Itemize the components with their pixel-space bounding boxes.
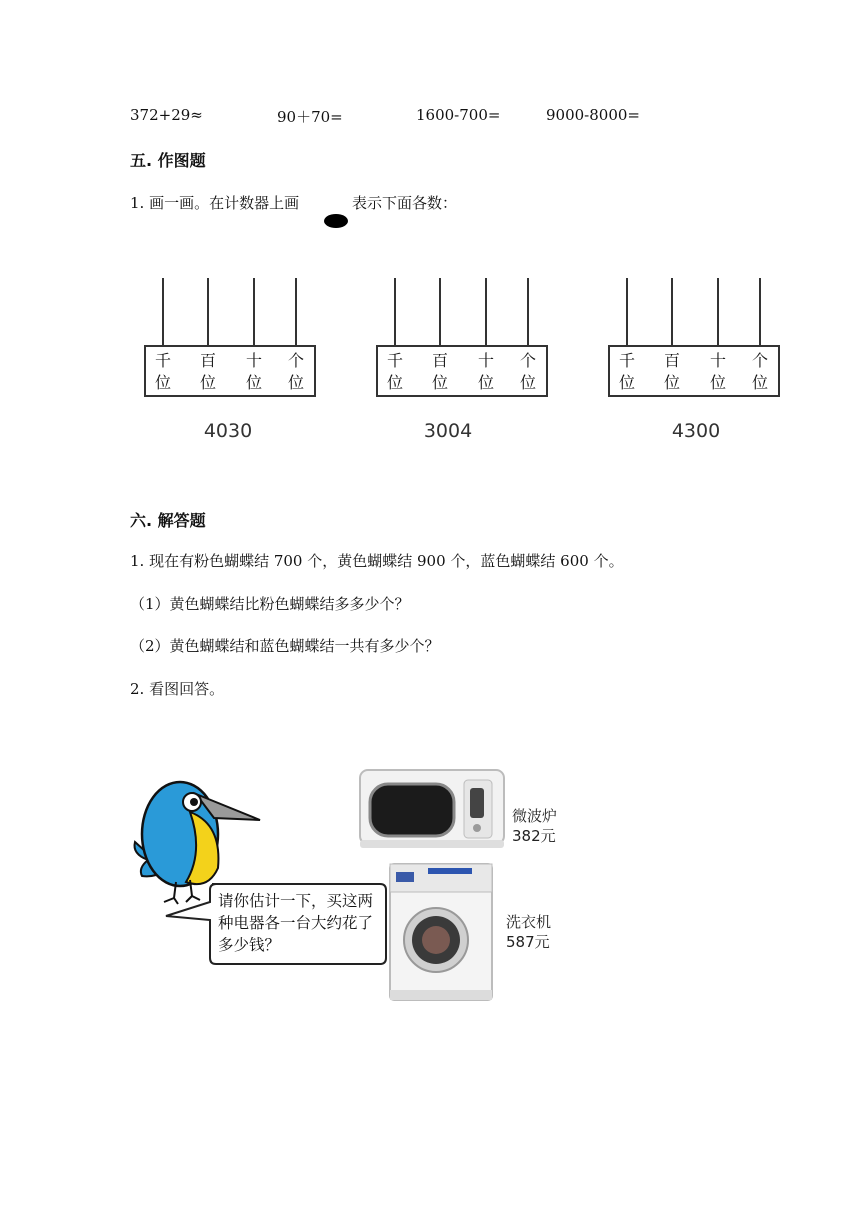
rod-ones xyxy=(295,278,297,345)
calc-item-4: 9000-8000= xyxy=(546,106,640,124)
abacus-counter-2[interactable] xyxy=(376,278,548,442)
question-draw-suffix: 表示下面各数： xyxy=(352,194,458,212)
calc-item-2: 90＋70= xyxy=(277,108,343,126)
rod-tens xyxy=(717,278,719,345)
rod-thousands xyxy=(394,278,396,345)
rod-ones xyxy=(759,278,761,345)
question-draw-prefix: 1. 画一画。在计数器上画 xyxy=(130,194,300,212)
rod-hundreds xyxy=(671,278,673,345)
appliance-illustration xyxy=(130,760,610,1020)
bead-icon xyxy=(324,214,348,228)
calc-item-3: 1600-700= xyxy=(416,106,501,124)
place-label-thousands: 千 位 xyxy=(618,351,635,392)
question-bows-part-1: （1）黄色蝴蝶结比粉色蝴蝶结多多少个？ xyxy=(130,595,410,613)
abacus-number: 4030 xyxy=(203,420,253,442)
place-label-thousands: 千 位 xyxy=(154,351,171,392)
section-five-title: 五. 作图题 xyxy=(130,151,206,170)
place-label-hundreds: 百 位 xyxy=(431,351,448,392)
place-label-hundreds: 百 位 xyxy=(663,351,680,392)
washer-label: 洗衣机 587元 xyxy=(506,913,552,951)
rod-hundreds xyxy=(439,278,441,345)
place-label-tens: 十 位 xyxy=(709,351,726,392)
place-label-ones: 个 位 xyxy=(287,351,304,392)
rod-hundreds xyxy=(207,278,209,345)
rod-thousands xyxy=(626,278,628,345)
rod-ones xyxy=(527,278,529,345)
place-label-tens: 十 位 xyxy=(477,351,494,392)
speech-text: 请你估计一下，买这两种电器各一台大约花了多少钱？ xyxy=(218,892,374,954)
rod-tens xyxy=(485,278,487,345)
abacus-counter-3[interactable] xyxy=(608,278,780,442)
place-label-ones: 个 位 xyxy=(751,351,768,392)
place-label-thousands: 千 位 xyxy=(386,351,403,392)
microwave-icon xyxy=(358,768,508,850)
question-bows: 1. 现在有粉色蝴蝶结 700 个，黄色蝴蝶结 900 个，蓝色蝴蝶结 600 个。 xyxy=(130,552,624,570)
question-look-answer: 2. 看图回答。 xyxy=(130,680,225,698)
calc-item-1: 372+29≈ xyxy=(130,106,203,124)
section-six-title: 六. 解答题 xyxy=(130,511,206,530)
question-bows-part-2: （2）黄色蝴蝶结和蓝色蝴蝶结一共有多少个？ xyxy=(130,637,440,655)
washing-machine-icon xyxy=(388,862,496,1006)
abacus-number: 3004 xyxy=(423,420,473,442)
abacus-number: 4300 xyxy=(671,420,721,442)
microwave-label: 微波炉 382元 xyxy=(512,807,558,845)
place-label-hundreds: 百 位 xyxy=(199,351,216,392)
rod-thousands xyxy=(162,278,164,345)
place-label-tens: 十 位 xyxy=(245,351,262,392)
place-label-ones: 个 位 xyxy=(519,351,536,392)
rod-tens xyxy=(253,278,255,345)
abacus-counter-1[interactable] xyxy=(144,278,316,442)
